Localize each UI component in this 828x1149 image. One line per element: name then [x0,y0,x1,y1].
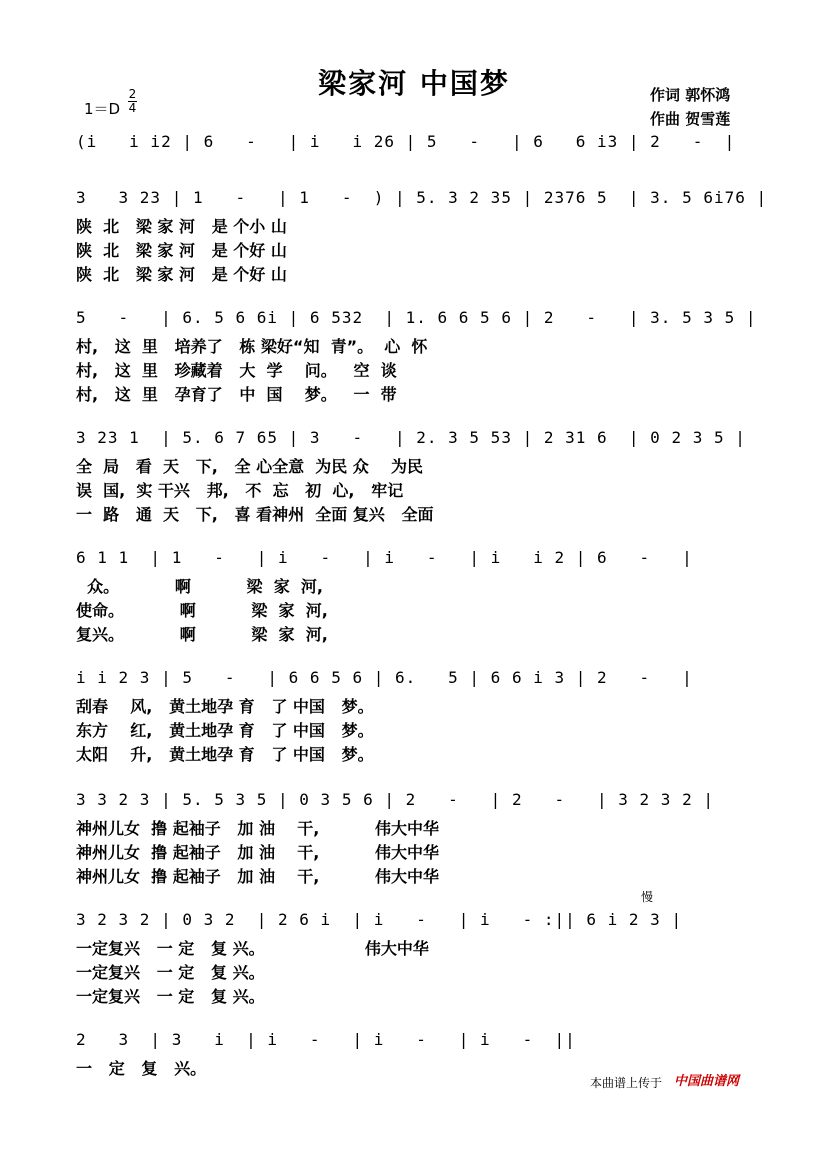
time-signature [128,88,137,115]
song-title: 梁家河 中国梦 [318,67,510,100]
notation-text: 6 1 1 | 1 - | i - | i - | i i 2 | 6 - | [76,548,693,567]
notation-text: i i 2 3 | 5 - | 6 6 5 6 | 6. 5 | 6 6 i 3 | 2 - | [76,668,693,687]
lyric-line: 陕 北 梁 家 河 是 个好 山 [76,265,287,284]
lyric-line: 村, 这 里 培养了 栋 梁好“知 青”。 心 怀 [76,337,428,356]
lyric-line: 一定复兴 一 定 复 兴。 [76,963,265,982]
lyric-line: 太阳 升, 黄土地孕 育 了 中国 梦。 [76,745,374,764]
notation-text: 3 23 1 | 5. 6 7 65 | 3 - | 2. 3 5 53 | 2 31 6 | 0 2 3 5 | [76,428,746,447]
lyric-line: 陕 北 梁 家 河 是 个小 山 [76,217,287,236]
notation-text: (i i i2 | 6 - | i i 26 | 5 - | 6 6 i3 | 2 - | [76,132,736,151]
notation-line [0,668,828,696]
lyric-line: 神州儿女 撸 起袖子 加 油 干, 伟大中华 [76,867,440,886]
lyric-line: 误 国, 实 干兴 邦, 不 忘 初 心, 牢记 [76,481,404,500]
lyric-line: 东方 红, 黄土地孕 育 了 中国 梦。 [76,721,374,740]
notation-line [0,790,828,818]
key-signature: 1＝D [84,100,121,118]
lyric-line: 复兴。 啊 梁 家 河, [76,625,328,644]
notation-line [0,132,828,160]
notation-text: 3 3 23 | 1 - | 1 - ) | 5. 3 2 35 | 2376 5 | 3. 5 6i76 | [76,188,768,207]
lyric-line: 神州儿女 撸 起袖子 加 油 干, 伟大中华 [76,843,440,862]
upload-note: 本曲谱上传于 [590,1076,663,1090]
lyric-line: 陕 北 梁 家 河 是 个好 山 [76,241,287,260]
lyric-line: 众。 啊 梁 家 河, [76,577,323,596]
site-logo: 中国曲谱网 [674,1074,740,1089]
time-top: 2 [128,87,137,101]
lyric-line: 全 局 看 天 下, 全 心全意 为民 众 为民 [76,457,424,476]
lyric-line: 一定复兴 一 定 复 兴。 [76,987,265,1006]
notation-line [0,308,828,336]
notation-text: 2 3 | 3 i | i - | i - | i - || [76,1030,576,1049]
notation-text: 5 - | 6. 5 6 6i | 6 532 | 1. 6 6 5 6 | 2 - | 3. 5 3 5 | [76,308,757,327]
lyric-line: 神州儿女 撸 起袖子 加 油 干, 伟大中华 [76,819,440,838]
notation-line [0,910,828,938]
lyric-line: 使命。 啊 梁 家 河, [76,601,328,620]
composer: 作曲 贺雪莲 [650,110,731,128]
lyric-line: 一 路 通 天 下, 喜 看神州 全面 复兴 全面 [76,505,434,524]
lyricist: 作词 郭怀鸿 [650,86,731,104]
lyric-line: 刮春 风, 黄土地孕 育 了 中国 梦。 [76,697,374,716]
tempo-mark: 慢 [641,890,654,904]
lyric-line: 一 定 复 兴。 [76,1059,207,1078]
lyric-line: 一定复兴 一 定 复 兴。 伟大中华 [76,939,429,958]
lyric-line: 村, 这 里 孕育了 中 国 梦。 一 带 [76,385,397,404]
notation-text: 3 2 3 2 | 0 3 2 | 2 6 i | i - | i - :|| 6 i 2 3 | [76,910,683,929]
notation-line [0,548,828,576]
notation-line [0,1030,828,1058]
notation-text: 3 3 2 3 | 5. 5 3 5 | 0 3 5 6 | 2 - | 2 - | 3 2 3 2 | [76,790,714,809]
notation-line [0,188,828,216]
time-bottom: 4 [128,101,137,115]
notation-line [0,428,828,456]
lyric-line: 村, 这 里 珍藏着 大 学 问。 空 谈 [76,361,397,380]
